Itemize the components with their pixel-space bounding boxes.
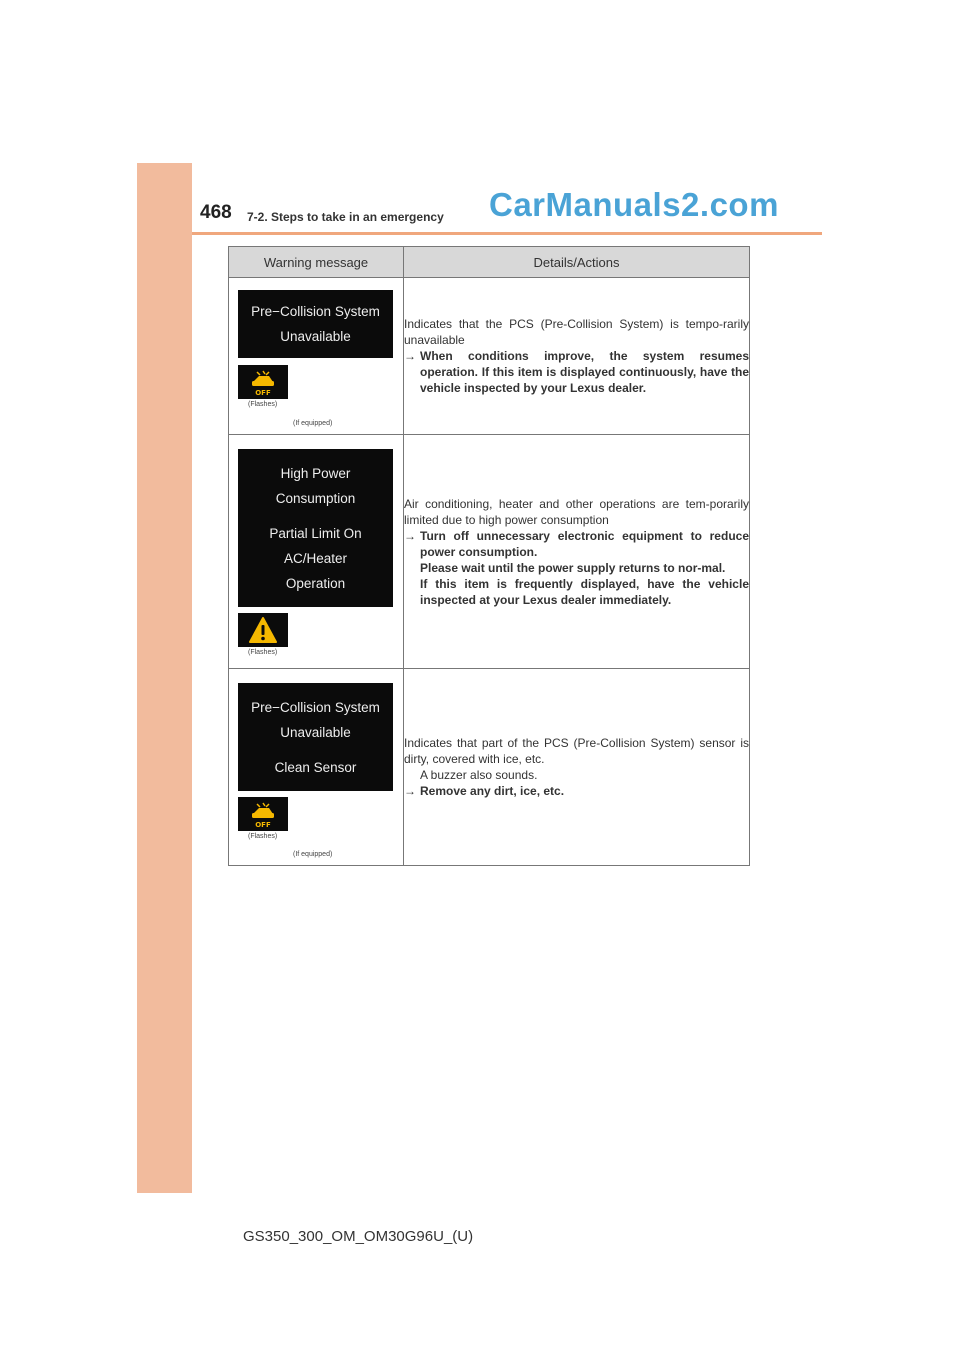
action-text: Please wait until the power supply returns to nor-mal. bbox=[420, 560, 726, 575]
warning-message-cell bbox=[229, 435, 404, 669]
page-number: 468 bbox=[200, 202, 232, 223]
header-rule bbox=[192, 232, 822, 235]
details-actions-cell bbox=[404, 278, 750, 435]
flashes-label: (Flashes) bbox=[248, 833, 278, 840]
flashes-label: (Flashes) bbox=[248, 649, 278, 656]
display-line: Partial Limit On bbox=[269, 525, 362, 541]
display-line: Unavailable bbox=[280, 724, 351, 740]
display-line: AC/Heater bbox=[283, 550, 348, 566]
display-line: Pre−Collision System bbox=[251, 304, 380, 319]
display-line: Clean Sensor bbox=[274, 759, 357, 775]
column-header-warning-message: Warning message bbox=[229, 247, 404, 278]
warning-message-cell bbox=[229, 278, 404, 435]
table-row bbox=[229, 435, 750, 669]
side-tab-strip bbox=[137, 163, 192, 1193]
display-line: Unavailable bbox=[280, 329, 351, 344]
display-message-image bbox=[238, 290, 393, 358]
display-message-image bbox=[238, 683, 393, 791]
table-row bbox=[229, 669, 750, 866]
master-warning-icon bbox=[238, 613, 288, 647]
pcs-off-icon bbox=[238, 797, 288, 831]
arrow-symbol: → bbox=[404, 784, 416, 798]
display-message-image bbox=[238, 449, 393, 607]
description-text: Indicates that the PCS (Pre-Collision System) is tempo-rarily unavailable bbox=[404, 317, 749, 347]
document-code-footer: GS350_300_OM_OM30G96U_(U) bbox=[243, 1228, 474, 1245]
details-actions-cell bbox=[404, 435, 750, 669]
description-text: Indicates that part of the PCS (Pre-Collision System) sensor is dirty, covered with ice, etc. bbox=[404, 736, 749, 766]
svg-text:OFF: OFF bbox=[255, 389, 271, 397]
display-line: Pre−Collision System bbox=[251, 699, 380, 715]
action-text: When conditions improve, the system resumes operation. If this item is displayed continuously, have the vehicle inspected by your Lexus dealer. bbox=[420, 349, 749, 395]
svg-text:OFF: OFF bbox=[255, 821, 271, 829]
section-title: 7-2. Steps to take in an emergency bbox=[247, 210, 444, 224]
table-row bbox=[229, 278, 750, 435]
action-text: Remove any dirt, ice, etc. bbox=[420, 784, 565, 798]
display-line: Operation bbox=[285, 575, 346, 591]
warning-message-table bbox=[228, 246, 750, 866]
warning-message-cell bbox=[229, 669, 404, 866]
display-line: Consumption bbox=[275, 490, 356, 506]
if-equipped-note: (If equipped) bbox=[293, 851, 333, 858]
buzzer-note: A buzzer also sounds. bbox=[420, 768, 538, 782]
flashes-label: (Flashes) bbox=[248, 401, 278, 408]
arrow-symbol: → bbox=[404, 528, 416, 543]
pcs-off-icon bbox=[238, 365, 288, 399]
arrow-symbol: → bbox=[404, 349, 416, 363]
column-header-details-actions: Details/Actions bbox=[404, 247, 750, 278]
display-line: High Power bbox=[280, 465, 351, 481]
description-text: Air conditioning, heater and other operations are tem-porarily limited due to high power consumption bbox=[404, 496, 749, 527]
watermark-link[interactable]: CarManuals2.com bbox=[489, 186, 779, 223]
details-actions-cell bbox=[404, 669, 750, 866]
action-text: If this item is frequently displayed, have the vehicle inspected at your Lexus dealer immediately. bbox=[420, 576, 749, 607]
if-equipped-note: (If equipped) bbox=[293, 420, 333, 427]
action-text: Turn off unnecessary electronic equipment to reduce power consumption. bbox=[420, 528, 749, 559]
